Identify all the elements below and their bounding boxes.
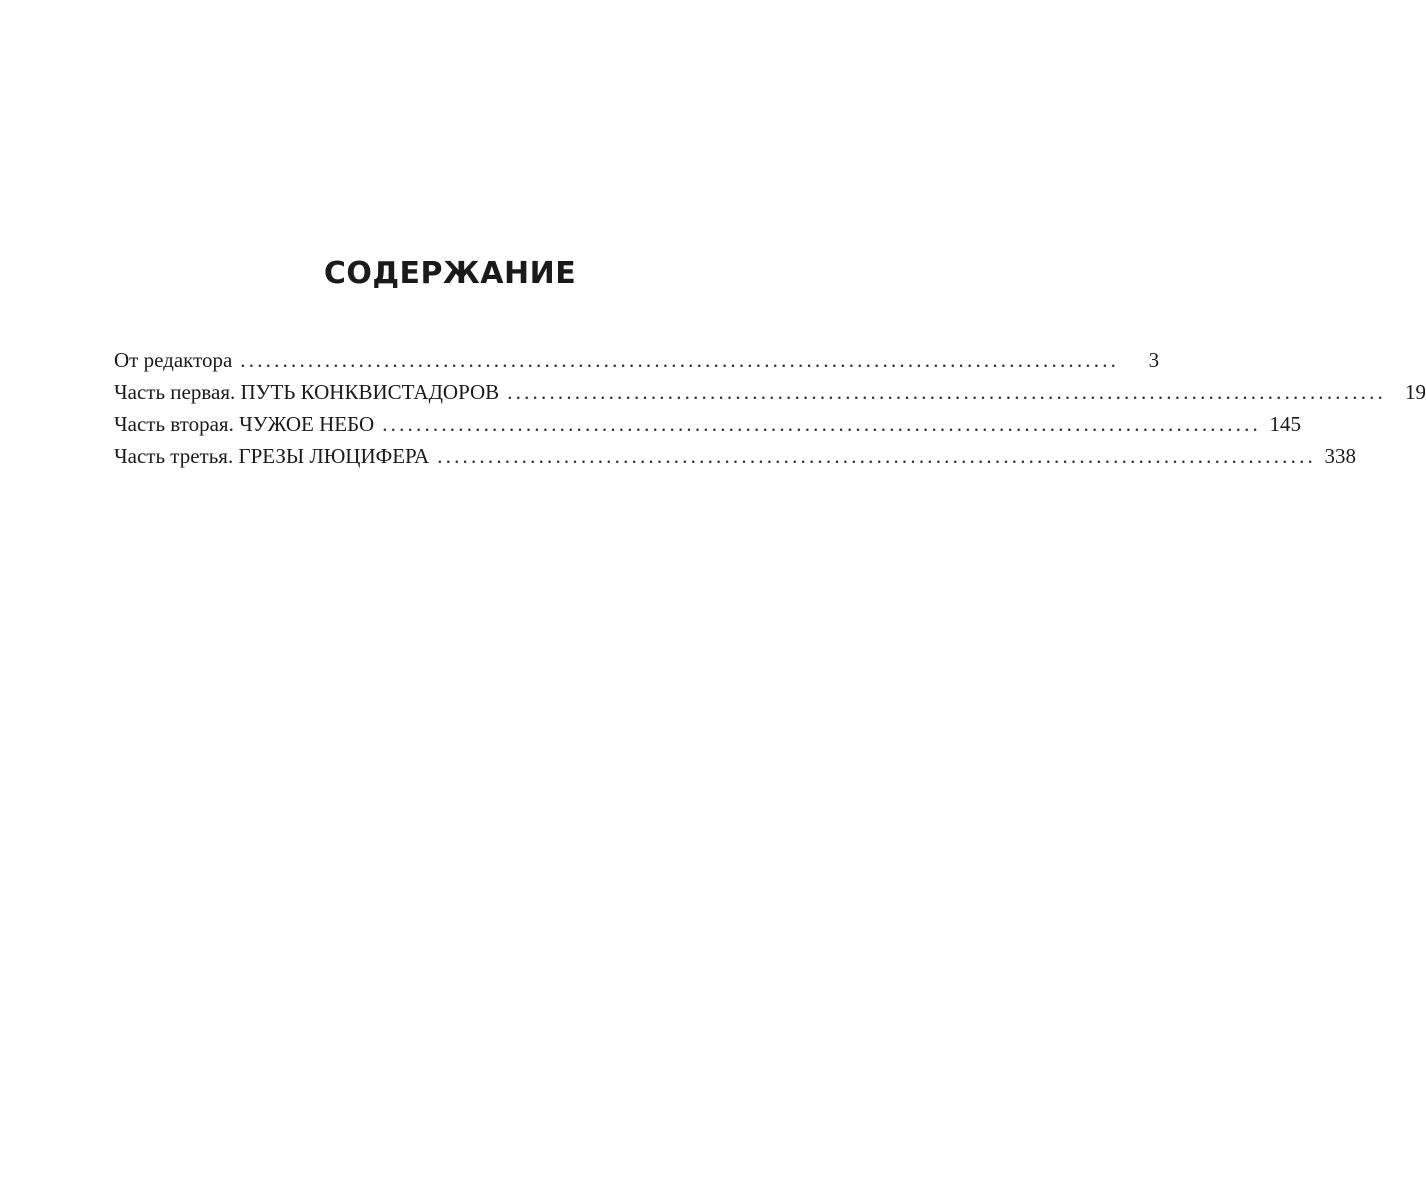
toc-entry-title: От редактора xyxy=(114,348,233,372)
toc-entry-title: Часть третья. ГРЕЗЫ ЛЮЦИФЕРА xyxy=(114,444,430,468)
toc-entry-title: Часть первая. ПУТЬ КОНКВИСТАДОРОВ xyxy=(114,380,500,404)
dot-leader: ........................................................................................................ xyxy=(240,348,1120,372)
toc-entry-title: Часть вторая. ЧУЖОЕ НЕБО xyxy=(114,412,375,436)
toc-entry-page-number: 145 xyxy=(1269,412,1302,436)
toc-entry-page-number: 19 xyxy=(1405,380,1426,404)
toc-entry-page-number: 3 xyxy=(1148,348,1160,372)
dot-leader: ........................................................................................................ xyxy=(382,412,1262,436)
toc-entry-page-number: 338 xyxy=(1324,444,1356,468)
dot-leader: ........................................................................................................ xyxy=(507,380,1387,404)
toc-entry xyxy=(114,344,1160,376)
toc-entry xyxy=(114,376,1426,408)
toc-entry xyxy=(114,408,1302,440)
page-title: СОДЕРЖАНИЕ xyxy=(323,256,577,291)
toc-entry xyxy=(114,440,1356,472)
dot-leader: ........................................................................................................ xyxy=(437,444,1316,468)
table-of-contents xyxy=(114,344,1426,472)
